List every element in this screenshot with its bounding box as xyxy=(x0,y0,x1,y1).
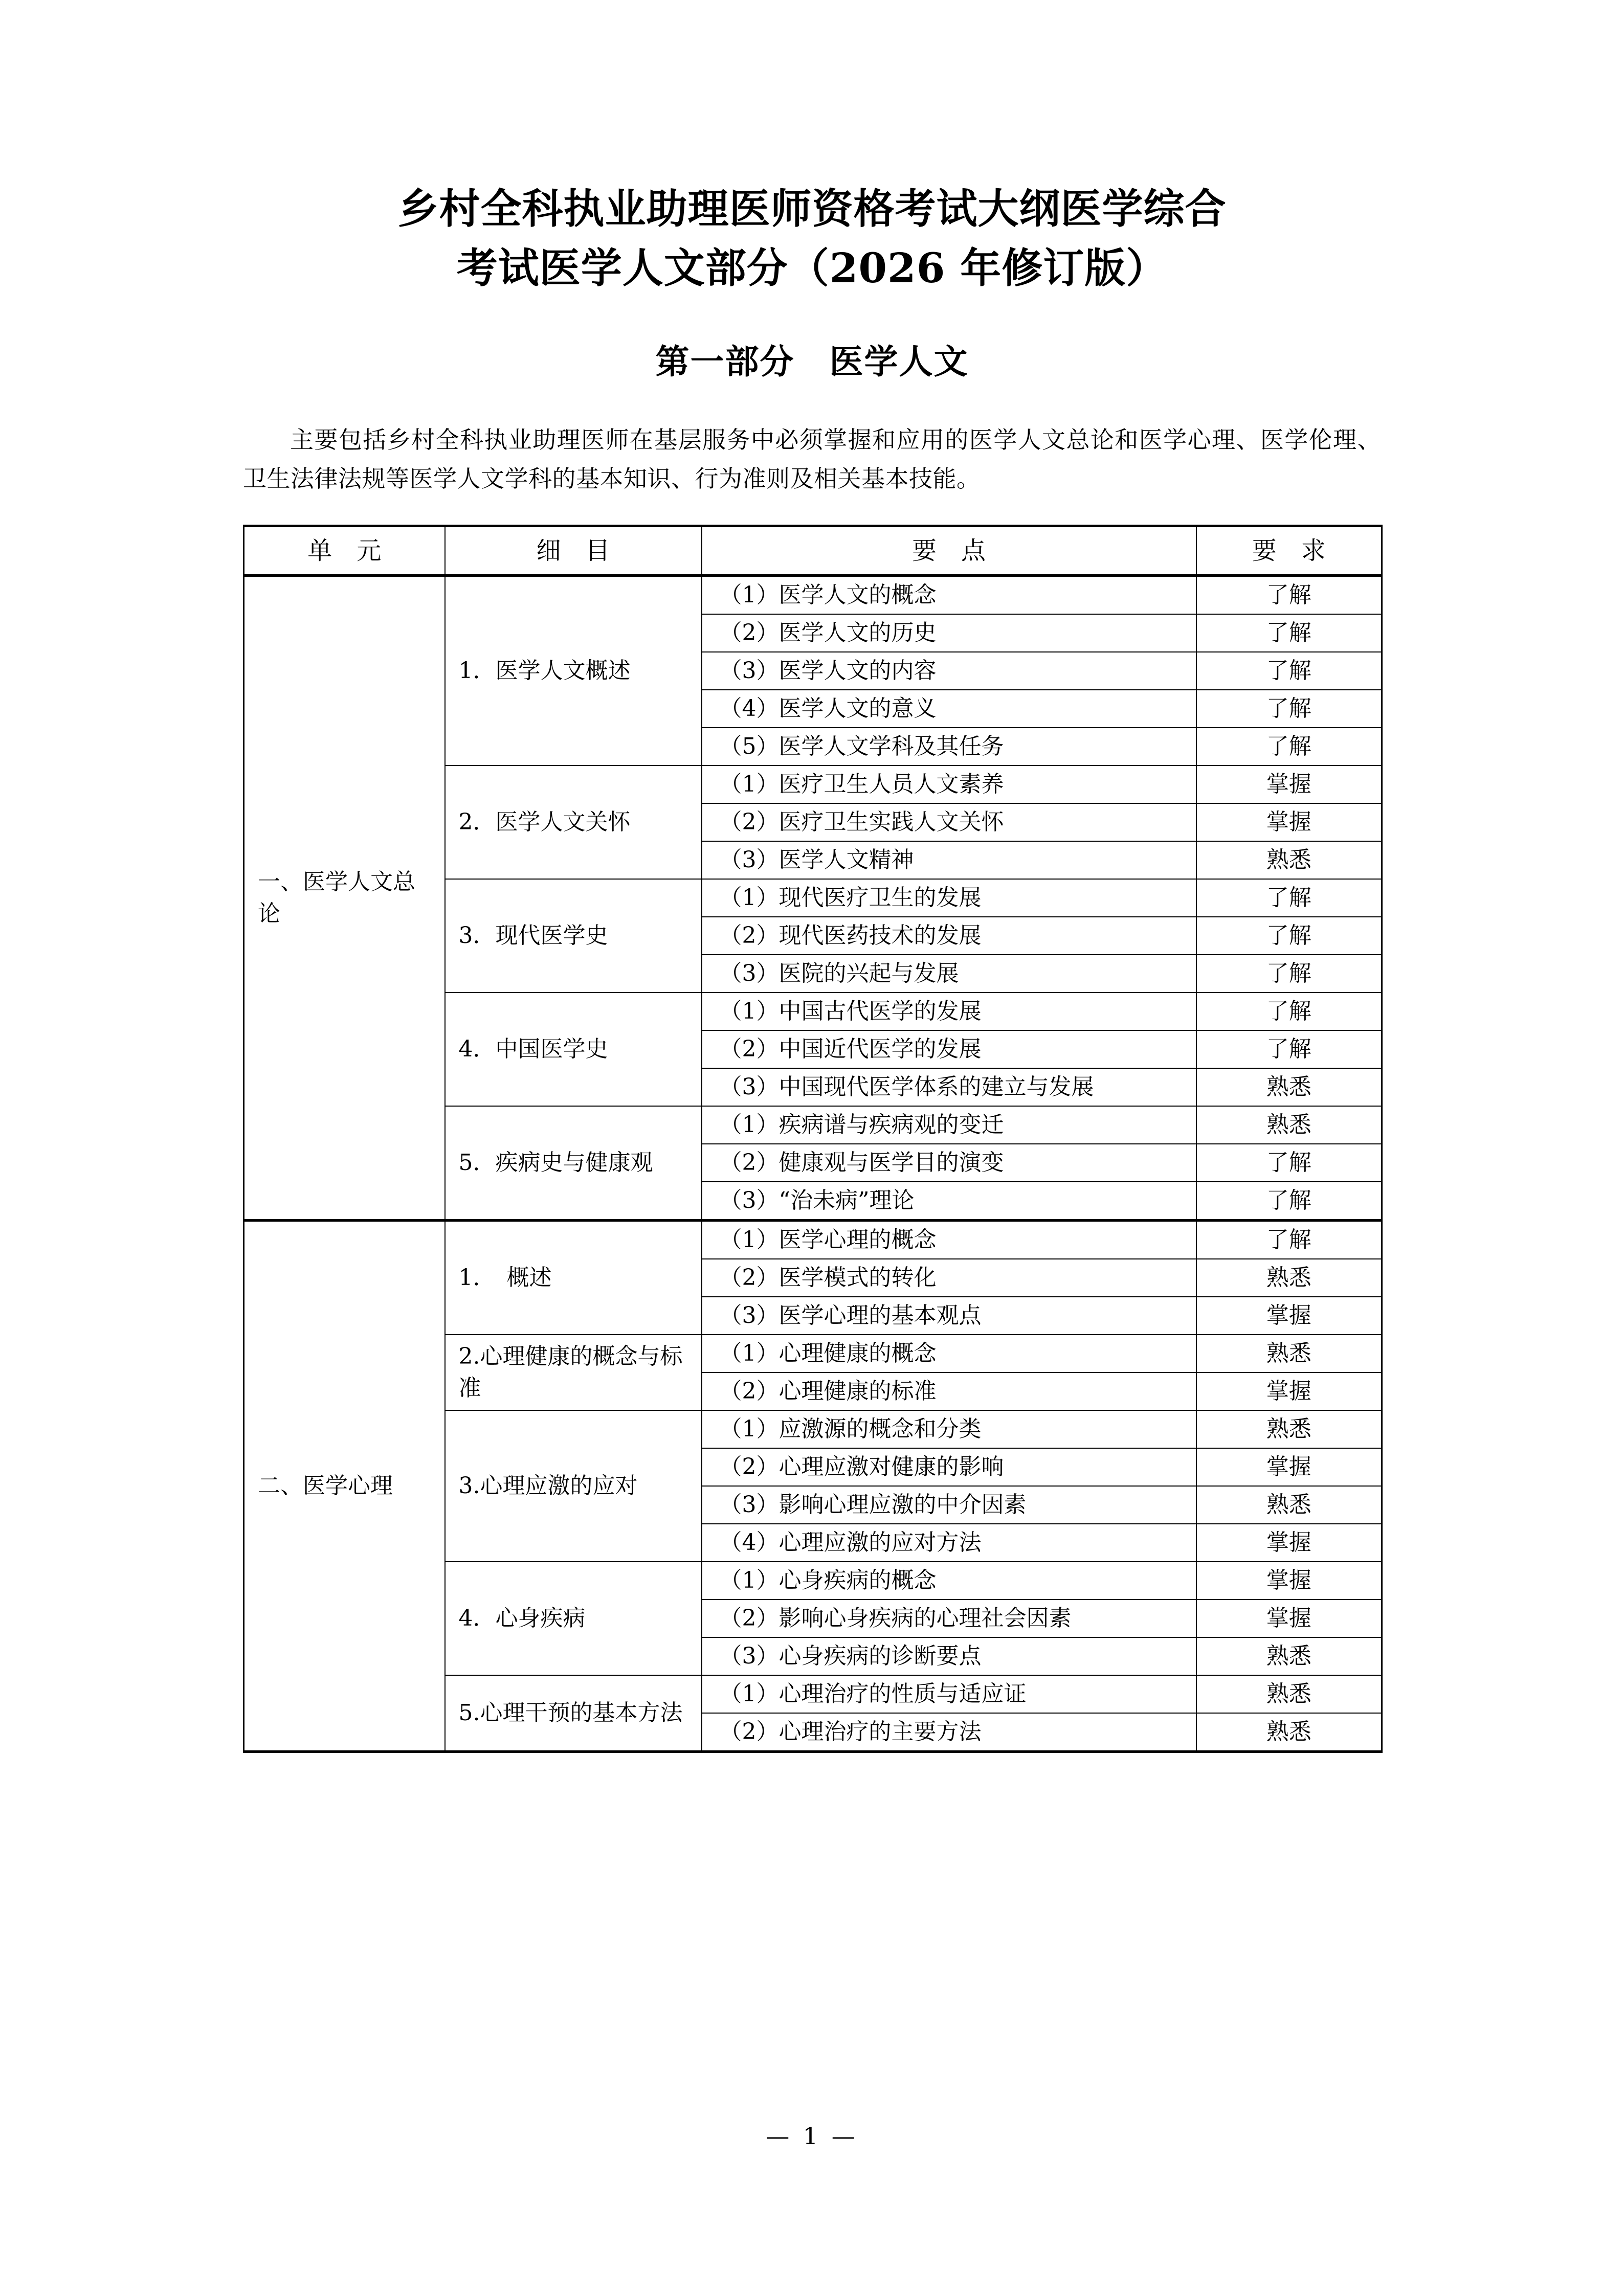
requirement-cell: 了解 xyxy=(1196,614,1382,652)
requirement-cell: 熟悉 xyxy=(1196,1637,1382,1675)
point-text-cell: （1）心理治疗的性质与适应证 xyxy=(702,1675,1196,1713)
requirement-cell: 熟悉 xyxy=(1196,1335,1382,1372)
requirement-cell: 掌握 xyxy=(1196,1600,1382,1637)
point-text-cell: （4）心理应激的应对方法 xyxy=(702,1524,1196,1562)
point-text-cell: （1）心身疾病的概念 xyxy=(702,1562,1196,1600)
requirement-cell: 了解 xyxy=(1196,1182,1382,1221)
document-title-line-2: 考试医学人文部分（2026 年修订版） xyxy=(456,244,1168,292)
detail-name-cell: 1．医学人文概述 xyxy=(445,576,702,766)
requirement-cell: 掌握 xyxy=(1196,1524,1382,1562)
requirement-cell: 了解 xyxy=(1196,652,1382,690)
page-footer: — 1 — xyxy=(766,2122,858,2150)
point-text-cell: （1）应激源的概念和分类 xyxy=(702,1410,1196,1448)
requirement-cell: 了解 xyxy=(1196,1144,1382,1182)
point-text-cell: （2）医学人文的历史 xyxy=(702,614,1196,652)
part-heading: 第一部分 医学人文 xyxy=(655,342,969,381)
requirement-cell: 了解 xyxy=(1196,917,1382,955)
requirement-cell: 了解 xyxy=(1196,1221,1382,1259)
point-text-cell: （1）中国古代医学的发展 xyxy=(702,993,1196,1030)
point-text-cell: （2）医学模式的转化 xyxy=(702,1259,1196,1297)
detail-name-cell: 4．中国医学史 xyxy=(445,993,702,1106)
requirement-cell: 掌握 xyxy=(1196,1297,1382,1335)
table-body xyxy=(244,576,1382,1752)
table-row xyxy=(244,576,1382,615)
point-text-cell: （3）医学人文的内容 xyxy=(702,652,1196,690)
point-text-cell: （2）健康观与医学目的演变 xyxy=(702,1144,1196,1182)
point-text-cell: （5）医学人文学科及其任务 xyxy=(702,728,1196,766)
requirement-cell: 熟悉 xyxy=(1196,1259,1382,1297)
column-header-requirement: 要 求 xyxy=(1196,526,1382,576)
point-text-cell: （2）心理健康的标准 xyxy=(702,1372,1196,1410)
requirement-cell: 掌握 xyxy=(1196,1448,1382,1486)
point-text-cell: （3）中国现代医学体系的建立与发展 xyxy=(702,1068,1196,1106)
point-text-cell: （1）医疗卫生人员人文素养 xyxy=(702,766,1196,803)
requirement-cell: 掌握 xyxy=(1196,1372,1382,1410)
requirement-cell: 了解 xyxy=(1196,576,1382,615)
requirement-cell: 了解 xyxy=(1196,690,1382,728)
column-header-point: 要 点 xyxy=(702,526,1196,576)
detail-name-cell: 3．现代医学史 xyxy=(445,879,702,993)
detail-name-cell: 1． 概述 xyxy=(445,1221,702,1335)
point-text-cell: （1）心理健康的概念 xyxy=(702,1335,1196,1372)
table-row xyxy=(244,1221,1382,1259)
detail-name-cell: 3.心理应激的应对 xyxy=(445,1410,702,1562)
requirement-cell: 了解 xyxy=(1196,728,1382,766)
point-text-cell: （1）现代医疗卫生的发展 xyxy=(702,879,1196,917)
point-text-cell: （3）影响心理应激的中介因素 xyxy=(702,1486,1196,1524)
document-title xyxy=(243,0,1381,298)
requirement-cell: 了解 xyxy=(1196,1030,1382,1068)
table-header xyxy=(244,526,1382,576)
point-text-cell: （2）心理应激对健康的影响 xyxy=(702,1448,1196,1486)
point-text-cell: （2）影响心身疾病的心理社会因素 xyxy=(702,1600,1196,1637)
point-text-cell: （2）心理治疗的主要方法 xyxy=(702,1713,1196,1752)
column-header-detail: 细 目 xyxy=(445,526,702,576)
detail-name-cell: 2．医学人文关怀 xyxy=(445,766,702,879)
page-content xyxy=(243,0,1381,1753)
intro-paragraph: 主要包括乡村全科执业助理医师在基层服务中必须掌握和应用的医学人文总论和医学心理、医学伦理、卫生法律法规等医学人文学科的基本知识、行为准则及相关基本技能。 xyxy=(243,426,1381,492)
point-text-cell: （2）中国近代医学的发展 xyxy=(702,1030,1196,1068)
detail-name-cell: 2.心理健康的概念与标准 xyxy=(445,1335,702,1410)
point-text-cell: （2）现代医药技术的发展 xyxy=(702,917,1196,955)
detail-name-cell: 5.心理干预的基本方法 xyxy=(445,1675,702,1752)
point-text-cell: （1）医学人文的概念 xyxy=(702,576,1196,615)
point-text-cell: （3）“治未病”理论 xyxy=(702,1182,1196,1221)
requirement-cell: 掌握 xyxy=(1196,803,1382,841)
detail-name-cell: 4．心身疾病 xyxy=(445,1562,702,1675)
unit-name-cell: 一、医学人文总论 xyxy=(244,576,445,1221)
point-text-cell: （1）医学心理的概念 xyxy=(702,1221,1196,1259)
requirement-cell: 熟悉 xyxy=(1196,1486,1382,1524)
requirement-cell: 熟悉 xyxy=(1196,1410,1382,1448)
requirement-cell: 熟悉 xyxy=(1196,841,1382,879)
point-text-cell: （3）心身疾病的诊断要点 xyxy=(702,1637,1196,1675)
point-text-cell: （3）医学心理的基本观点 xyxy=(702,1297,1196,1335)
requirement-cell: 了解 xyxy=(1196,879,1382,917)
detail-name-cell: 5．疾病史与健康观 xyxy=(445,1106,702,1221)
requirement-cell: 了解 xyxy=(1196,955,1382,993)
table-header-row xyxy=(244,526,1382,576)
unit-name-cell: 二、医学心理 xyxy=(244,1221,445,1752)
requirement-cell: 熟悉 xyxy=(1196,1068,1382,1106)
requirement-cell: 掌握 xyxy=(1196,766,1382,803)
requirement-cell: 掌握 xyxy=(1196,1562,1382,1600)
point-text-cell: （3）医院的兴起与发展 xyxy=(702,955,1196,993)
syllabus-table xyxy=(243,525,1383,1753)
requirement-cell: 了解 xyxy=(1196,993,1382,1030)
requirement-cell: 熟悉 xyxy=(1196,1713,1382,1752)
requirement-cell: 熟悉 xyxy=(1196,1106,1382,1144)
column-header-unit: 单 元 xyxy=(244,526,445,576)
requirement-cell: 熟悉 xyxy=(1196,1675,1382,1713)
point-text-cell: （4）医学人文的意义 xyxy=(702,690,1196,728)
document-title-line-1: 乡村全科执业助理医师资格考试大纲医学综合 xyxy=(397,185,1227,233)
point-text-cell: （3）医学人文精神 xyxy=(702,841,1196,879)
point-text-cell: （2）医疗卫生实践人文关怀 xyxy=(702,803,1196,841)
point-text-cell: （1）疾病谱与疾病观的变迁 xyxy=(702,1106,1196,1144)
